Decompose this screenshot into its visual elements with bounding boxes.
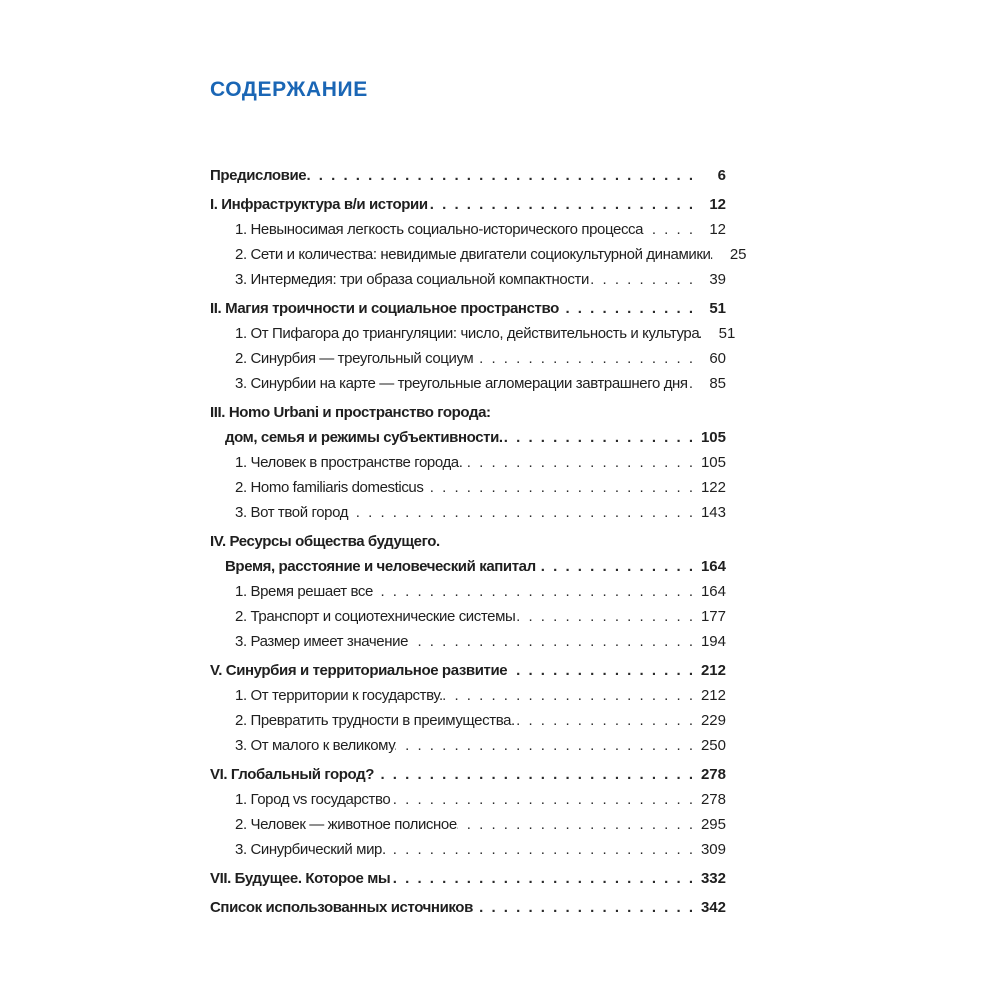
dot-leader <box>536 554 698 579</box>
toc-row <box>210 500 726 525</box>
toc-row <box>210 787 726 812</box>
page-number: 143 <box>700 504 726 521</box>
page-number: 122 <box>700 479 726 496</box>
toc-row <box>210 554 726 579</box>
dot-leader <box>386 837 698 862</box>
page-number: 309 <box>700 841 726 858</box>
toc-row <box>210 895 726 920</box>
page-number: 229 <box>700 712 726 729</box>
dot-leader <box>390 787 698 812</box>
page-number: 6 <box>717 167 726 184</box>
toc-row <box>210 425 726 450</box>
dot-leader <box>711 242 719 267</box>
toc-row <box>210 217 726 242</box>
entry-label: 3. Вот твой город <box>235 504 349 521</box>
dot-leader <box>643 217 698 242</box>
entry-label: Предисловие <box>210 167 307 184</box>
toc-row <box>210 192 726 217</box>
entry-label: 1. Человек в пространстве города. <box>235 454 463 471</box>
page-number: 60 <box>709 350 726 367</box>
entry-label: 1. От территории к государству. <box>235 687 443 704</box>
toc-row <box>210 321 736 346</box>
entry-label: 1. От Пифагора до триангуляции: число, действительность и культура <box>235 325 700 342</box>
toc-row <box>210 400 726 425</box>
entry-label: VII. Будущее. Которое мы <box>210 870 391 887</box>
table-of-contents <box>210 163 747 920</box>
page-number: 332 <box>700 870 726 887</box>
dot-leader <box>515 708 698 733</box>
entry-label: 3. Размер имеет значение <box>235 633 409 650</box>
entry-label: дом, семья и режимы субъективности. <box>225 429 503 446</box>
dot-leader <box>699 321 707 346</box>
toc-row <box>210 529 726 554</box>
toc-row <box>210 812 726 837</box>
entry-label: II. Магия троичности и социальное пространство <box>210 300 559 317</box>
page-number: 51 <box>709 300 726 317</box>
toc-row <box>210 296 726 321</box>
page-number: 212 <box>700 687 726 704</box>
page-number: 12 <box>709 221 726 238</box>
page-number: 25 <box>729 246 747 263</box>
toc-row <box>210 242 747 267</box>
entry-label: 3. От малого к великому <box>235 737 396 754</box>
page-number: 51 <box>718 325 736 342</box>
page-number: 278 <box>700 766 726 783</box>
dot-leader <box>390 866 698 891</box>
toc-row <box>210 762 726 787</box>
page-number: 12 <box>709 196 726 213</box>
dot-leader <box>374 762 698 787</box>
page-number: 164 <box>700 558 726 575</box>
dot-leader <box>559 296 698 321</box>
entry-label: 3. Синурбии на карте — треугольные агломерации завтрашнего дня <box>235 375 688 392</box>
toc-row <box>210 866 726 891</box>
entry-label: VI. Глобальный город? <box>210 766 374 783</box>
toc-row <box>210 346 726 371</box>
toc-row <box>210 371 726 396</box>
entry-label: I. Инфраструктура в/и истории <box>210 196 428 213</box>
page-number: 194 <box>700 633 726 650</box>
dot-leader <box>688 371 698 396</box>
entry-label: 1. Время решает все <box>235 583 373 600</box>
page-number: 342 <box>700 899 726 916</box>
toc-row <box>210 629 726 654</box>
page-number: 250 <box>700 737 726 754</box>
dot-leader <box>443 683 698 708</box>
entry-label: III. Homo Urbani и пространство города: <box>210 404 491 421</box>
entry-label: 2. Человек — животное полисное <box>235 816 457 833</box>
page-number: 105 <box>700 429 726 446</box>
toc-row <box>210 658 726 683</box>
entry-label: 2. Сети и количества: невидимые двигатели социокультурной динамики <box>235 246 711 263</box>
entry-label: IV. Ресурсы общества будущего. <box>210 533 440 550</box>
dot-leader <box>589 267 698 292</box>
dot-leader <box>515 604 698 629</box>
entry-label: 1. Невыносимая легкость социально-исторического процесса <box>235 221 644 238</box>
page-number: 212 <box>700 662 726 679</box>
toc-row <box>210 267 726 292</box>
page-title: СОДЕРЖАНИЕ <box>210 78 368 101</box>
entry-label: Список использованных источников <box>210 899 473 916</box>
entry-label: 1. Город vs государство <box>235 791 391 808</box>
entry-label: 2. Превратить трудности в преимущества. <box>235 712 515 729</box>
toc-row <box>210 837 726 862</box>
page-number: 278 <box>700 791 726 808</box>
page-number: 85 <box>709 375 726 392</box>
dot-leader <box>408 629 698 654</box>
dot-leader <box>348 500 698 525</box>
toc-row <box>210 475 726 500</box>
dot-leader <box>306 163 698 188</box>
page-number: 39 <box>709 271 726 288</box>
dot-leader <box>473 895 698 920</box>
dot-leader <box>463 450 698 475</box>
entry-label: 2. Синурбия — треугольный социум <box>235 350 474 367</box>
page-number: 164 <box>700 583 726 600</box>
toc-row <box>210 604 726 629</box>
page-number: 295 <box>700 816 726 833</box>
toc-row <box>210 163 726 188</box>
dot-leader <box>428 192 698 217</box>
entry-label: 3. Интермедия: три образа социальной компактности <box>235 271 589 288</box>
dot-leader <box>503 425 698 450</box>
toc-row <box>210 683 726 708</box>
entry-label: V. Синурбия и территориальное развитие <box>210 662 508 679</box>
dot-leader <box>473 346 698 371</box>
toc-row <box>210 708 726 733</box>
dot-leader <box>457 812 698 837</box>
entry-label: 3. Синурбический мир. <box>235 841 386 858</box>
dot-leader <box>507 658 698 683</box>
dot-leader <box>423 475 698 500</box>
entry-label: 2. Транспорт и социотехнические системы <box>235 608 516 625</box>
entry-label: Время, расстояние и человеческий капитал <box>225 558 536 575</box>
page-number: 105 <box>700 454 726 471</box>
entry-label: 2. Homo familiaris domesticus <box>235 479 424 496</box>
toc-row <box>210 733 726 758</box>
dot-leader <box>373 579 698 604</box>
page-number: 177 <box>700 608 726 625</box>
dot-leader <box>395 733 698 758</box>
toc-row <box>210 579 726 604</box>
toc-row <box>210 450 726 475</box>
